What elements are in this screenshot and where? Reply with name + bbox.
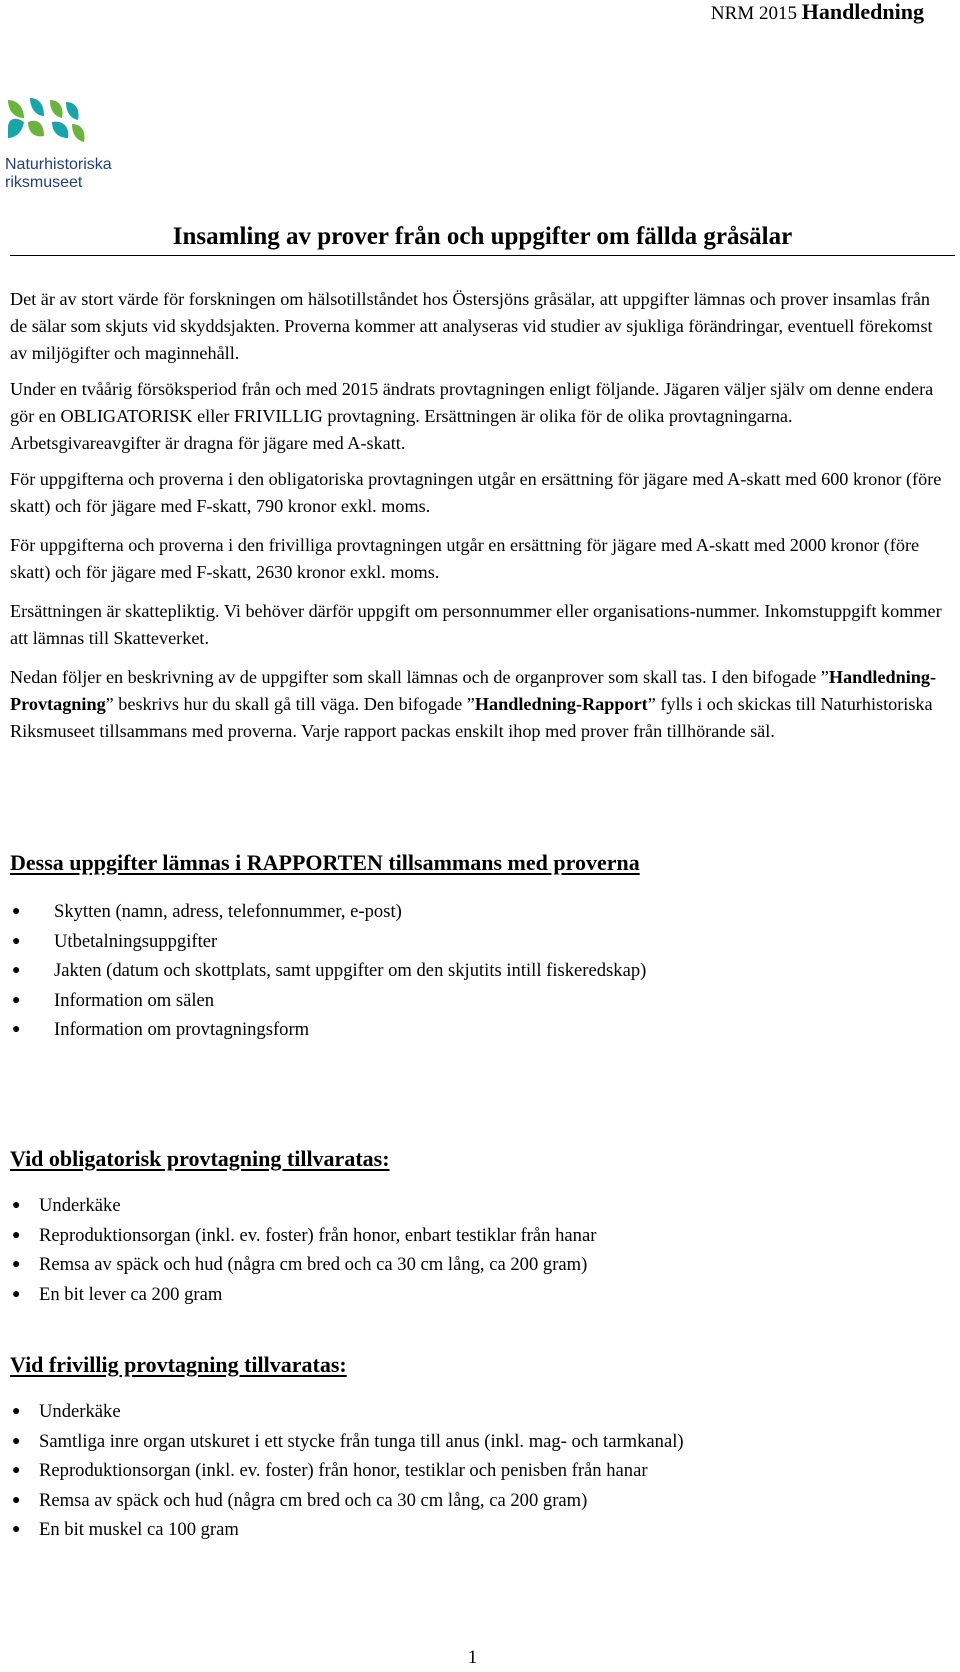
bullet-icon: ● (12, 904, 21, 919)
document-title: Insamling av prover från och uppgifter om fällda gråsälar (10, 222, 955, 256)
attachment-rapport: Handledning-Rapport (474, 694, 648, 714)
logo-leaf-3 (30, 98, 44, 116)
bullet-icon: ● (12, 1286, 21, 1302)
logo-leaf-8 (72, 124, 85, 142)
intro-p6-part-c: ” beskrivs hur du skall gå till väga. Den bifogade ” (105, 694, 475, 714)
intro-paragraph-3: För uppgifterna och proverna i den obligatoriska provtagningen utgår en ersättning för jägare med A-skatt med 600 kronor (före skatt) och för jägare med F-skatt, 790 kronor exkl. moms. (10, 469, 942, 516)
voluntary-section (10, 1351, 945, 1545)
list-item: ● Jakten (datum och skottplats, samt uppgifter om den skjutits intill fiskeredskap) (10, 956, 945, 986)
list-item: ● Information om sälen (10, 986, 945, 1016)
bullet-icon: ● (12, 1463, 21, 1478)
logo-mark-icon (4, 96, 94, 152)
report-heading: Dessa uppgifter lämnas i RAPPORTEN tillsammans med proverna (10, 850, 640, 875)
header-prefix: NRM 2015 (710, 3, 797, 24)
bullet-icon: ● (12, 1022, 21, 1037)
bullet-icon: ● (12, 933, 21, 949)
page-header (711, 0, 924, 26)
list-item: ● Utbetalningsuppgifter (10, 927, 945, 957)
logo-wordmark (5, 156, 112, 192)
header-doc-type: Handledning (801, 0, 924, 24)
bullet-icon: ● (12, 1257, 21, 1272)
intro-p6-part-e: ” fylls i och skickas till Naturhistoriska Riksmuseet tillsammans med proverna. Varje rapport packas enskilt ihop med prover från tillhörande säl. (10, 694, 933, 741)
voluntary-heading: Vid frivillig provtagning tillvaratas: (10, 1352, 347, 1377)
bullet-icon: ● (12, 963, 21, 978)
logo-leaf-6 (52, 122, 68, 138)
logo-leaf-4 (28, 121, 44, 137)
list-item: ● Remsa av späck och hud (några cm bred och ca 30 cm lång, ca 200 gram) (10, 1250, 945, 1280)
list-item: ● Reproduktionsorgan (inkl. ev. foster) från honor, testiklar och penisben från hanar (10, 1456, 945, 1486)
list-item: ● En bit lever ca 200 gram (10, 1280, 945, 1310)
bullet-icon: ● (12, 1522, 21, 1537)
intro-paragraph-1: Det är av stort värde för forskningen om hälsotillståndet hos Östersjöns gråsälar, att uppgifter lämnas och prover insamlas från de sälar som skjuts vid skyddsjakten. Proverna kommer att analyseras vid studier av sjukliga förändringar, eventuell förekomst av miljögifter och maginnehåll. (10, 289, 933, 363)
logo-leaf-7 (66, 102, 79, 120)
report-list (10, 897, 945, 1045)
list-item: ● Reproduktionsorgan (inkl. ev. foster) från honor, enbart testiklar från hanar (10, 1221, 945, 1251)
intro-paragraph-4: För uppgifterna och proverna i den frivilliga provtagningen utgår en ersättning för jägare med A-skatt med 2000 kronor (före skatt) och för jägare med F-skatt, 2630 kronor exkl. moms. (10, 535, 920, 582)
intro-paragraph-6 (10, 664, 945, 745)
list-item: ● Information om provtagningsform (10, 1015, 945, 1045)
bullet-icon: ● (12, 1492, 21, 1508)
logo-leaf-1 (8, 100, 24, 118)
mandatory-heading: Vid obligatorisk provtagning tillvaratas: (10, 1146, 390, 1171)
intro-paragraph-2: Under en tvåårig försöksperiod från och med 2015 ändrats provtagningen enligt följande. Jägaren väljer själv om denne endera gör en OBLIGATORISK eller FRIVILLIG provtagning. Ersättningen är olika för de olika provtagningarna. Arbetsgivareavgifter är dragna för jägare med A-skatt. (10, 379, 934, 453)
attachment-provtagning: Handledning-Provtagning (10, 667, 937, 714)
intro-paragraph-5: Ersättningen är skattepliktig. Vi behöver därför uppgift om personnummer eller organisations-nummer. Inkomstuppgift kommer att lämnas till Skatteverket. (10, 601, 942, 648)
list-item: ● Underkäke (10, 1191, 945, 1221)
page-number: 1 (467, 1647, 478, 1668)
logo-leaf-2 (8, 119, 24, 138)
logo-line-2: riksmuseet (5, 174, 83, 191)
list-item: ● En bit muskel ca 100 gram (10, 1515, 945, 1545)
list-item: ● Underkäke (10, 1397, 945, 1427)
mandatory-list (10, 1191, 945, 1309)
logo-line-1: Naturhistoriska (5, 156, 112, 173)
bullet-icon: ● (12, 1433, 21, 1449)
list-item: ● Remsa av späck och hud (några cm bred och ca 30 cm lång, ca 200 gram) (10, 1486, 945, 1516)
bullet-icon: ● (12, 1198, 21, 1213)
bullet-icon: ● (12, 1227, 21, 1243)
bullet-icon: ● (12, 992, 21, 1008)
list-item: ● Skytten (namn, adress, telefonnummer, e-post) (10, 897, 945, 927)
report-section (10, 849, 945, 1045)
mandatory-section (10, 1145, 945, 1309)
intro-p6-part-a: Nedan följer en beskrivning av de uppgifter som skall lämnas och de organprover som skall tas. I den bifogade ” (10, 667, 829, 687)
bullet-icon: ● (12, 1404, 21, 1419)
voluntary-list (10, 1397, 945, 1545)
logo-leaf-5 (50, 100, 63, 118)
list-item: ● Samtliga inre organ utskuret i ett stycke från tunga till anus (inkl. mag- och tarmkanal) (10, 1427, 945, 1457)
intro-text (10, 286, 945, 757)
